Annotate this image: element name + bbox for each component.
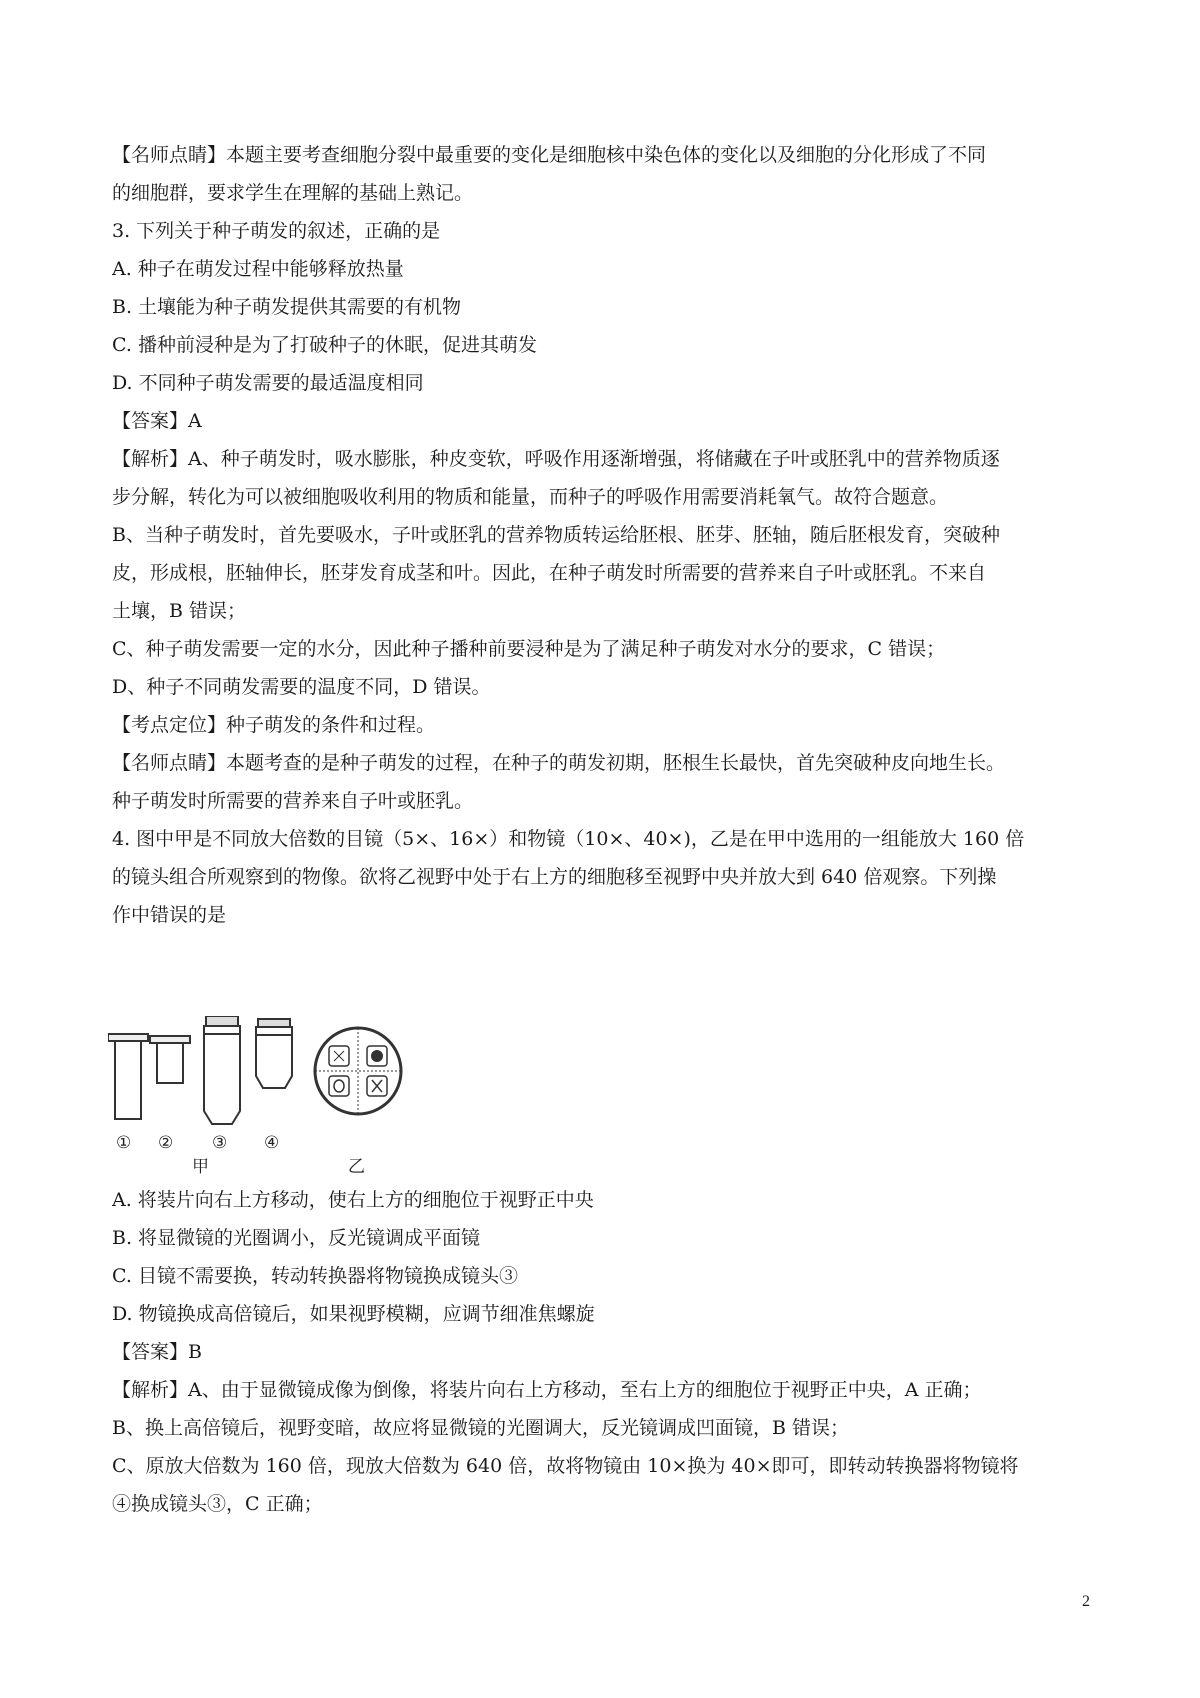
eyepiece-lens-1 [108,1034,148,1119]
option-d: D. 不同种子萌发需要的最适温度相同 [112,372,424,394]
eyepiece-lens-2 [150,1036,190,1083]
answer: 【答案】B [112,1341,202,1363]
option-c: C. 播种前浸种是为了打破种子的休眠，促进其萌发 [112,334,537,356]
analysis-line: D、种子不同萌发需要的温度不同，D 错误。 [112,676,491,698]
teacher-note: 种子萌发时所需要的营养来自子叶或胚乳。 [112,790,474,812]
field-of-view [315,1028,401,1114]
analysis-line: C、原放大倍数为 160 倍，现放大倍数为 640 倍，故将物镜由 10×换为 40×即可，即转动转换器将物镜将 [112,1455,1019,1477]
text-line: 的细胞群，要求学生在理解的基础上熟记。 [112,182,474,204]
question-3-stem: 3. 下列关于种子萌发的叙述，正确的是 [112,220,441,242]
analysis-line: 【解析】A、种子萌发时，吸水膨胀，种皮变软，呼吸作用逐渐增强，将储藏在子叶或胚乳中的营养物质逐 [112,448,1000,470]
question-4-stem: 4. 图中甲是不同放大倍数的目镜（5×、16×）和物镜（10×、40×)，乙是在甲中选用的一组能放大 160 倍 [112,828,1025,850]
teacher-note: 【名师点睛】本题考查的是种子萌发的过程，在种子的萌发初期，胚根生长最快，首先突破种皮向地生长。 [112,752,1006,774]
objective-lens-3 [204,1016,240,1124]
analysis-line: C、种子萌发需要一定的水分，因此种子播种前要浸种是为了满足种子萌发对水分的要求，C 错误； [112,638,946,660]
option-b: B. 土壤能为种子萌发提供其需要的有机物 [112,296,462,318]
analysis-line: B、当种子萌发时，首先要吸水，子叶或胚乳的营养物质转运给胚根、胚芽、胚轴，随后胚根发育，突破种 [112,524,1000,546]
lens-label: ③ [212,1133,228,1153]
analysis-line: ④换成镜头③，C 正确； [112,1493,323,1515]
analysis-line: 【解析】A、由于显微镜成像为倒像，将装片向右上方移动，至右上方的细胞位于视野正中央，A 正确； [112,1379,982,1401]
question-4-stem: 的镜头组合所观察到的物像。欲将乙视野中处于右上方的细胞移至视野中央并放大到 640 倍观察。下列操 [112,866,997,888]
analysis-line: 步分解，转化为可以被细胞吸收利用的物质和能量，而种子的呼吸作用需要消耗氧气。故符合题意。 [112,486,949,508]
question-4-stem: 作中错误的是 [112,904,227,926]
option-d: D. 物镜换成高倍镜后，如果视野模糊，应调节细准焦螺旋 [112,1303,595,1325]
objective-lens-4 [256,1019,292,1088]
group-label-jia: 甲 [192,1157,209,1176]
lens-label: ④ [264,1133,280,1153]
analysis-line: 皮，形成根，胚轴伸长，胚芽发育成茎和叶。因此，在种子萌发时所需要的营养来自子叶或胚乳。不来自 [112,562,987,584]
microscope-figure [108,1016,438,1176]
option-c: C. 目镜不需要换，转动转换器将物镜换成镜头③ [112,1265,518,1287]
text-line: 【名师点睛】本题主要考查细胞分裂中最重要的变化是细胞核中染色体的变化以及细胞的分化形成了不同 [112,144,987,166]
group-label-yi: 乙 [348,1157,365,1176]
analysis-line: 土壤，B 错误； [112,600,247,622]
lens-label: ① [116,1133,132,1153]
answer: 【答案】A [112,410,202,432]
lens-label: ② [158,1133,174,1153]
key-point: 【考点定位】种子萌发的条件和过程。 [112,714,436,736]
option-a: A. 将装片向右上方移动，使右上方的细胞位于视野正中央 [112,1189,594,1211]
page-number: 2 [1082,1593,1090,1610]
option-a: A. 种子在萌发过程中能够释放热量 [112,258,404,280]
analysis-line: B、换上高倍镜后，视野变暗，故应将显微镜的光圈调大，反光镜调成凹面镜，B 错误； [112,1417,849,1439]
option-b: B. 将显微镜的光圈调小，反光镜调成平面镜 [112,1227,481,1249]
